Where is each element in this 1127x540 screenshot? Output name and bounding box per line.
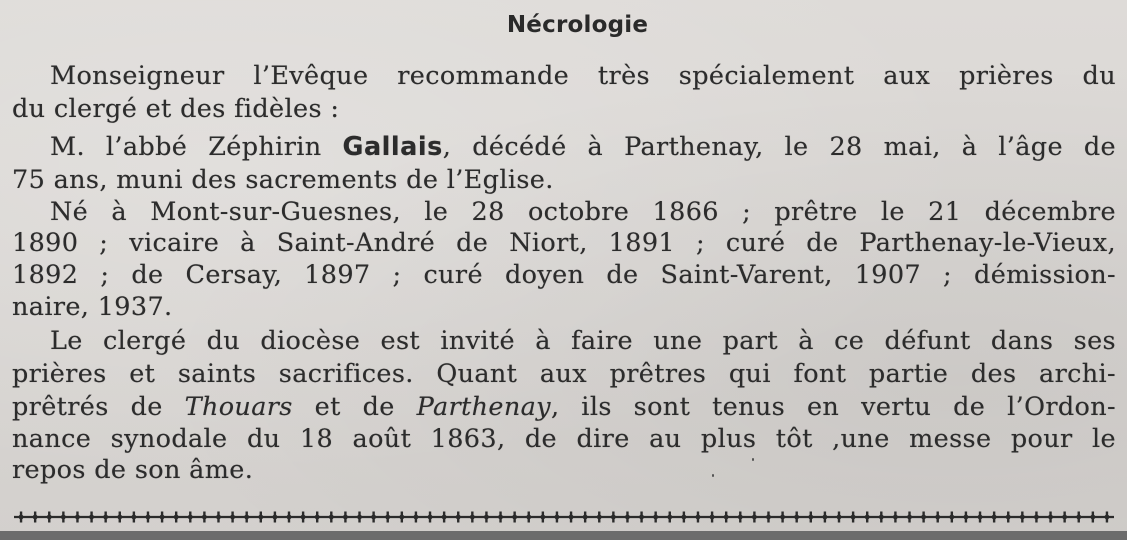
text-span: M. l’abbé Zéphirin	[50, 132, 343, 162]
divider-cross	[639, 512, 644, 523]
place-name-parthenay: Parthenay	[416, 392, 551, 422]
divider-cross	[625, 512, 630, 523]
divider-cross	[287, 512, 292, 523]
divider-cross	[1034, 512, 1039, 523]
divider-cross	[315, 512, 320, 523]
divider-cross	[131, 512, 136, 523]
text-line	[50, 132, 1116, 162]
divider-cross	[879, 512, 884, 523]
text-line	[12, 392, 1116, 422]
divider-cross	[949, 512, 954, 523]
text-line: prières et saints sacrifices. Quant aux prêtres qui font partie des archi-	[12, 359, 1116, 389]
divider-cross	[428, 512, 433, 523]
divider-cross	[61, 512, 66, 523]
print-speck	[752, 458, 754, 461]
text-line: repos de son âme.	[12, 455, 254, 485]
divider-cross	[174, 512, 179, 523]
divider-cross	[399, 512, 404, 523]
divider-cross	[1076, 512, 1081, 523]
divider-cross	[935, 512, 940, 523]
divider-cross	[188, 512, 193, 523]
divider-cross	[752, 512, 757, 523]
divider-cross	[964, 512, 969, 523]
divider-cross	[160, 512, 165, 523]
divider-cross	[724, 512, 729, 523]
divider-cross	[414, 512, 419, 523]
divider-cross	[710, 512, 715, 523]
divider-cross	[371, 512, 376, 523]
text-line: naire, 1937.	[12, 292, 173, 322]
divider-cross	[343, 512, 348, 523]
divider-cross	[583, 512, 588, 523]
divider-cross	[216, 512, 221, 523]
ornamental-divider	[14, 509, 1114, 525]
divider-cross	[738, 512, 743, 523]
divider-cross	[907, 512, 912, 523]
divider-cross	[47, 512, 52, 523]
text-line: Monseigneur l’Evêque recommande très spécialement aux prières du	[50, 61, 1116, 91]
text-line: du clergé et des fidèles :	[12, 94, 340, 124]
divider-cross	[512, 512, 517, 523]
divider-cross	[1105, 512, 1110, 523]
divider-cross	[808, 512, 813, 523]
text-span: et de	[292, 392, 417, 422]
divider-cross	[780, 512, 785, 523]
text-line: Né à Mont-sur-Guesnes, le 28 octobre 1866 ; prêtre le 21 décembre	[50, 197, 1116, 227]
divider-cross	[992, 512, 997, 523]
text-span: , décédé à Parthenay, le 28 mai, à l’âge de	[442, 132, 1116, 162]
deceased-name: Gallais	[342, 132, 443, 162]
text-span: , ils sont tenus en vertu de l’Ordon-	[550, 392, 1116, 422]
divider-cross	[75, 512, 80, 523]
divider-cross	[611, 512, 616, 523]
divider-cross	[978, 512, 983, 523]
divider-cross	[653, 512, 658, 523]
divider-cross	[442, 512, 447, 523]
text-line: 1892 ; de Cersay, 1897 ; curé doyen de Saint-Varent, 1907 ; démission-	[12, 260, 1116, 290]
divider-cross	[33, 512, 38, 523]
divider-cross	[1048, 512, 1053, 523]
divider-cross	[526, 512, 531, 523]
divider-cross	[837, 512, 842, 523]
divider-cross	[258, 512, 263, 523]
divider-cross	[385, 512, 390, 523]
text-line: 1890 ; vicaire à Saint-André de Niort, 1891 ; curé de Parthenay-le-Vieux,	[12, 228, 1116, 258]
divider-cross	[272, 512, 277, 523]
text-span: prêtrés de	[12, 392, 185, 422]
section-heading: Nécrologie	[506, 12, 649, 38]
divider-cross	[766, 512, 771, 523]
divider-cross	[456, 512, 461, 523]
divider-cross	[1062, 512, 1067, 523]
divider-cross	[117, 512, 122, 523]
text-line: Le clergé du diocèse est invité à faire une part à ce défunt dans ses	[50, 326, 1116, 356]
divider-cross	[851, 512, 856, 523]
divider-cross	[540, 512, 545, 523]
divider-cross	[301, 512, 306, 523]
divider-cross	[597, 512, 602, 523]
divider-cross	[230, 512, 235, 523]
text-line: 75 ans, muni des sacrements de l’Eglise.	[12, 165, 554, 195]
divider-cross	[555, 512, 560, 523]
divider-cross	[794, 512, 799, 523]
divider-cross	[696, 512, 701, 523]
divider-cross	[103, 512, 108, 523]
divider-cross	[822, 512, 827, 523]
divider-cross	[470, 512, 475, 523]
divider-cross	[1020, 512, 1025, 523]
divider-cross	[329, 512, 334, 523]
place-name-thouars: Thouars	[184, 392, 293, 422]
print-speck	[712, 474, 714, 477]
divider-cross	[244, 512, 249, 523]
divider-cross	[1006, 512, 1011, 523]
text-line: nance synodale du 18 août 1863, de dire au plus tôt ,une messe pour le	[12, 424, 1116, 454]
divider-cross	[569, 512, 574, 523]
page-edge-band	[0, 531, 1127, 540]
divider-cross	[19, 512, 24, 523]
divider-cross	[921, 512, 926, 523]
divider-cross	[893, 512, 898, 523]
divider-cross	[484, 512, 489, 523]
divider-cross	[681, 512, 686, 523]
divider-cross	[89, 512, 94, 523]
divider-cross	[202, 512, 207, 523]
divider-cross	[667, 512, 672, 523]
divider-cross	[146, 512, 151, 523]
divider-cross	[865, 512, 870, 523]
divider-cross	[357, 512, 362, 523]
divider-cross	[1090, 512, 1095, 523]
divider-cross	[498, 512, 503, 523]
